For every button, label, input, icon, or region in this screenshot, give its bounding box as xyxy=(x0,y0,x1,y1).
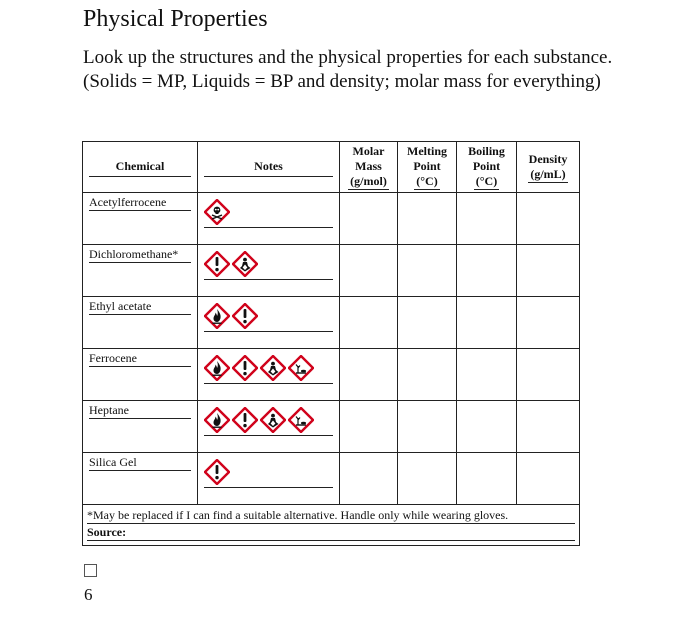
skull-crossbones-icon xyxy=(204,199,230,225)
page-title: Physical Properties xyxy=(83,6,268,32)
header-molar-mass: Molar Mass (g/mol) xyxy=(340,142,398,193)
molar-mass-cell[interactable] xyxy=(340,297,398,349)
melting-point-cell[interactable] xyxy=(398,297,457,349)
source-label: Source: xyxy=(87,524,575,541)
melting-point-cell[interactable] xyxy=(398,401,457,453)
health-hazard-icon xyxy=(232,251,258,277)
header-boiling-point: Boiling Point (°C) xyxy=(457,142,517,193)
density-cell[interactable] xyxy=(517,349,580,401)
environment-icon xyxy=(288,407,314,433)
boiling-point-cell[interactable] xyxy=(457,453,517,505)
notes-underline xyxy=(204,435,333,436)
chemical-name: Silica Gel xyxy=(89,455,191,471)
health-hazard-icon xyxy=(260,407,286,433)
notes-cell[interactable] xyxy=(198,297,340,349)
molar-mass-cell[interactable] xyxy=(340,245,398,297)
chemical-cell xyxy=(83,297,198,349)
exclamation-icon xyxy=(232,355,258,381)
physical-properties-table xyxy=(82,141,580,546)
boiling-point-cell[interactable] xyxy=(457,193,517,245)
flame-icon xyxy=(204,407,230,433)
notes-cell[interactable] xyxy=(198,245,340,297)
header-notes: Notes xyxy=(198,142,340,193)
density-cell[interactable] xyxy=(517,401,580,453)
melting-point-cell[interactable] xyxy=(398,245,457,297)
density-cell[interactable] xyxy=(517,297,580,349)
chemical-name: Ferrocene xyxy=(89,351,191,367)
melting-point-cell[interactable] xyxy=(398,453,457,505)
flame-icon xyxy=(204,303,230,329)
instructions-text: Look up the structures and the physical properties for each substance. (Solids = MP, Liquids = BP and density; molar mass for everything) xyxy=(83,47,613,92)
notes-underline xyxy=(204,279,333,280)
density-cell[interactable] xyxy=(517,245,580,297)
table-row xyxy=(83,245,580,297)
boiling-point-cell[interactable] xyxy=(457,349,517,401)
boiling-point-cell[interactable] xyxy=(457,245,517,297)
molar-mass-cell[interactable] xyxy=(340,401,398,453)
table-row xyxy=(83,401,580,453)
molar-mass-cell[interactable] xyxy=(340,193,398,245)
notes-underline xyxy=(204,487,333,488)
footnote-row xyxy=(83,505,580,546)
notes-underline xyxy=(204,383,333,384)
header-row xyxy=(83,142,580,193)
footnote-cell xyxy=(83,505,580,546)
table-row xyxy=(83,193,580,245)
chemical-name: Heptane xyxy=(89,403,191,419)
environment-icon xyxy=(288,355,314,381)
flame-icon xyxy=(204,355,230,381)
density-cell[interactable] xyxy=(517,193,580,245)
melting-point-cell[interactable] xyxy=(398,193,457,245)
melting-point-cell[interactable] xyxy=(398,349,457,401)
molar-mass-cell[interactable] xyxy=(340,349,398,401)
molar-mass-cell[interactable] xyxy=(340,453,398,505)
density-cell[interactable] xyxy=(517,453,580,505)
boiling-point-cell[interactable] xyxy=(457,401,517,453)
chemical-cell xyxy=(83,245,198,297)
footnote-text: *May be replaced if I can find a suitable alternative. Handle only while wearing gloves. xyxy=(87,507,575,524)
chemical-name: Dichloromethane* xyxy=(89,247,191,263)
header-density: Density (g/mL) xyxy=(517,142,580,193)
page-number: 6 xyxy=(84,585,93,604)
header-melting-point: Melting Point (°C) xyxy=(398,142,457,193)
chemical-cell xyxy=(83,453,198,505)
exclamation-icon xyxy=(204,251,230,277)
notes-underline xyxy=(204,227,333,228)
chemical-cell xyxy=(83,349,198,401)
exclamation-icon xyxy=(232,407,258,433)
health-hazard-icon xyxy=(260,355,286,381)
table-row xyxy=(83,453,580,505)
boiling-point-cell[interactable] xyxy=(457,297,517,349)
chemical-cell xyxy=(83,401,198,453)
exclamation-icon xyxy=(232,303,258,329)
chemical-cell xyxy=(83,193,198,245)
header-chemical: Chemical xyxy=(83,142,198,193)
notes-cell[interactable] xyxy=(198,349,340,401)
notes-cell[interactable] xyxy=(198,193,340,245)
table-row xyxy=(83,349,580,401)
notes-cell[interactable] xyxy=(198,453,340,505)
table-row xyxy=(83,297,580,349)
checkbox[interactable] xyxy=(84,564,97,577)
chemical-name: Acetylferrocene xyxy=(89,195,191,211)
exclamation-icon xyxy=(204,459,230,485)
notes-cell[interactable] xyxy=(198,401,340,453)
notes-underline xyxy=(204,331,333,332)
chemical-name: Ethyl acetate xyxy=(89,299,191,315)
